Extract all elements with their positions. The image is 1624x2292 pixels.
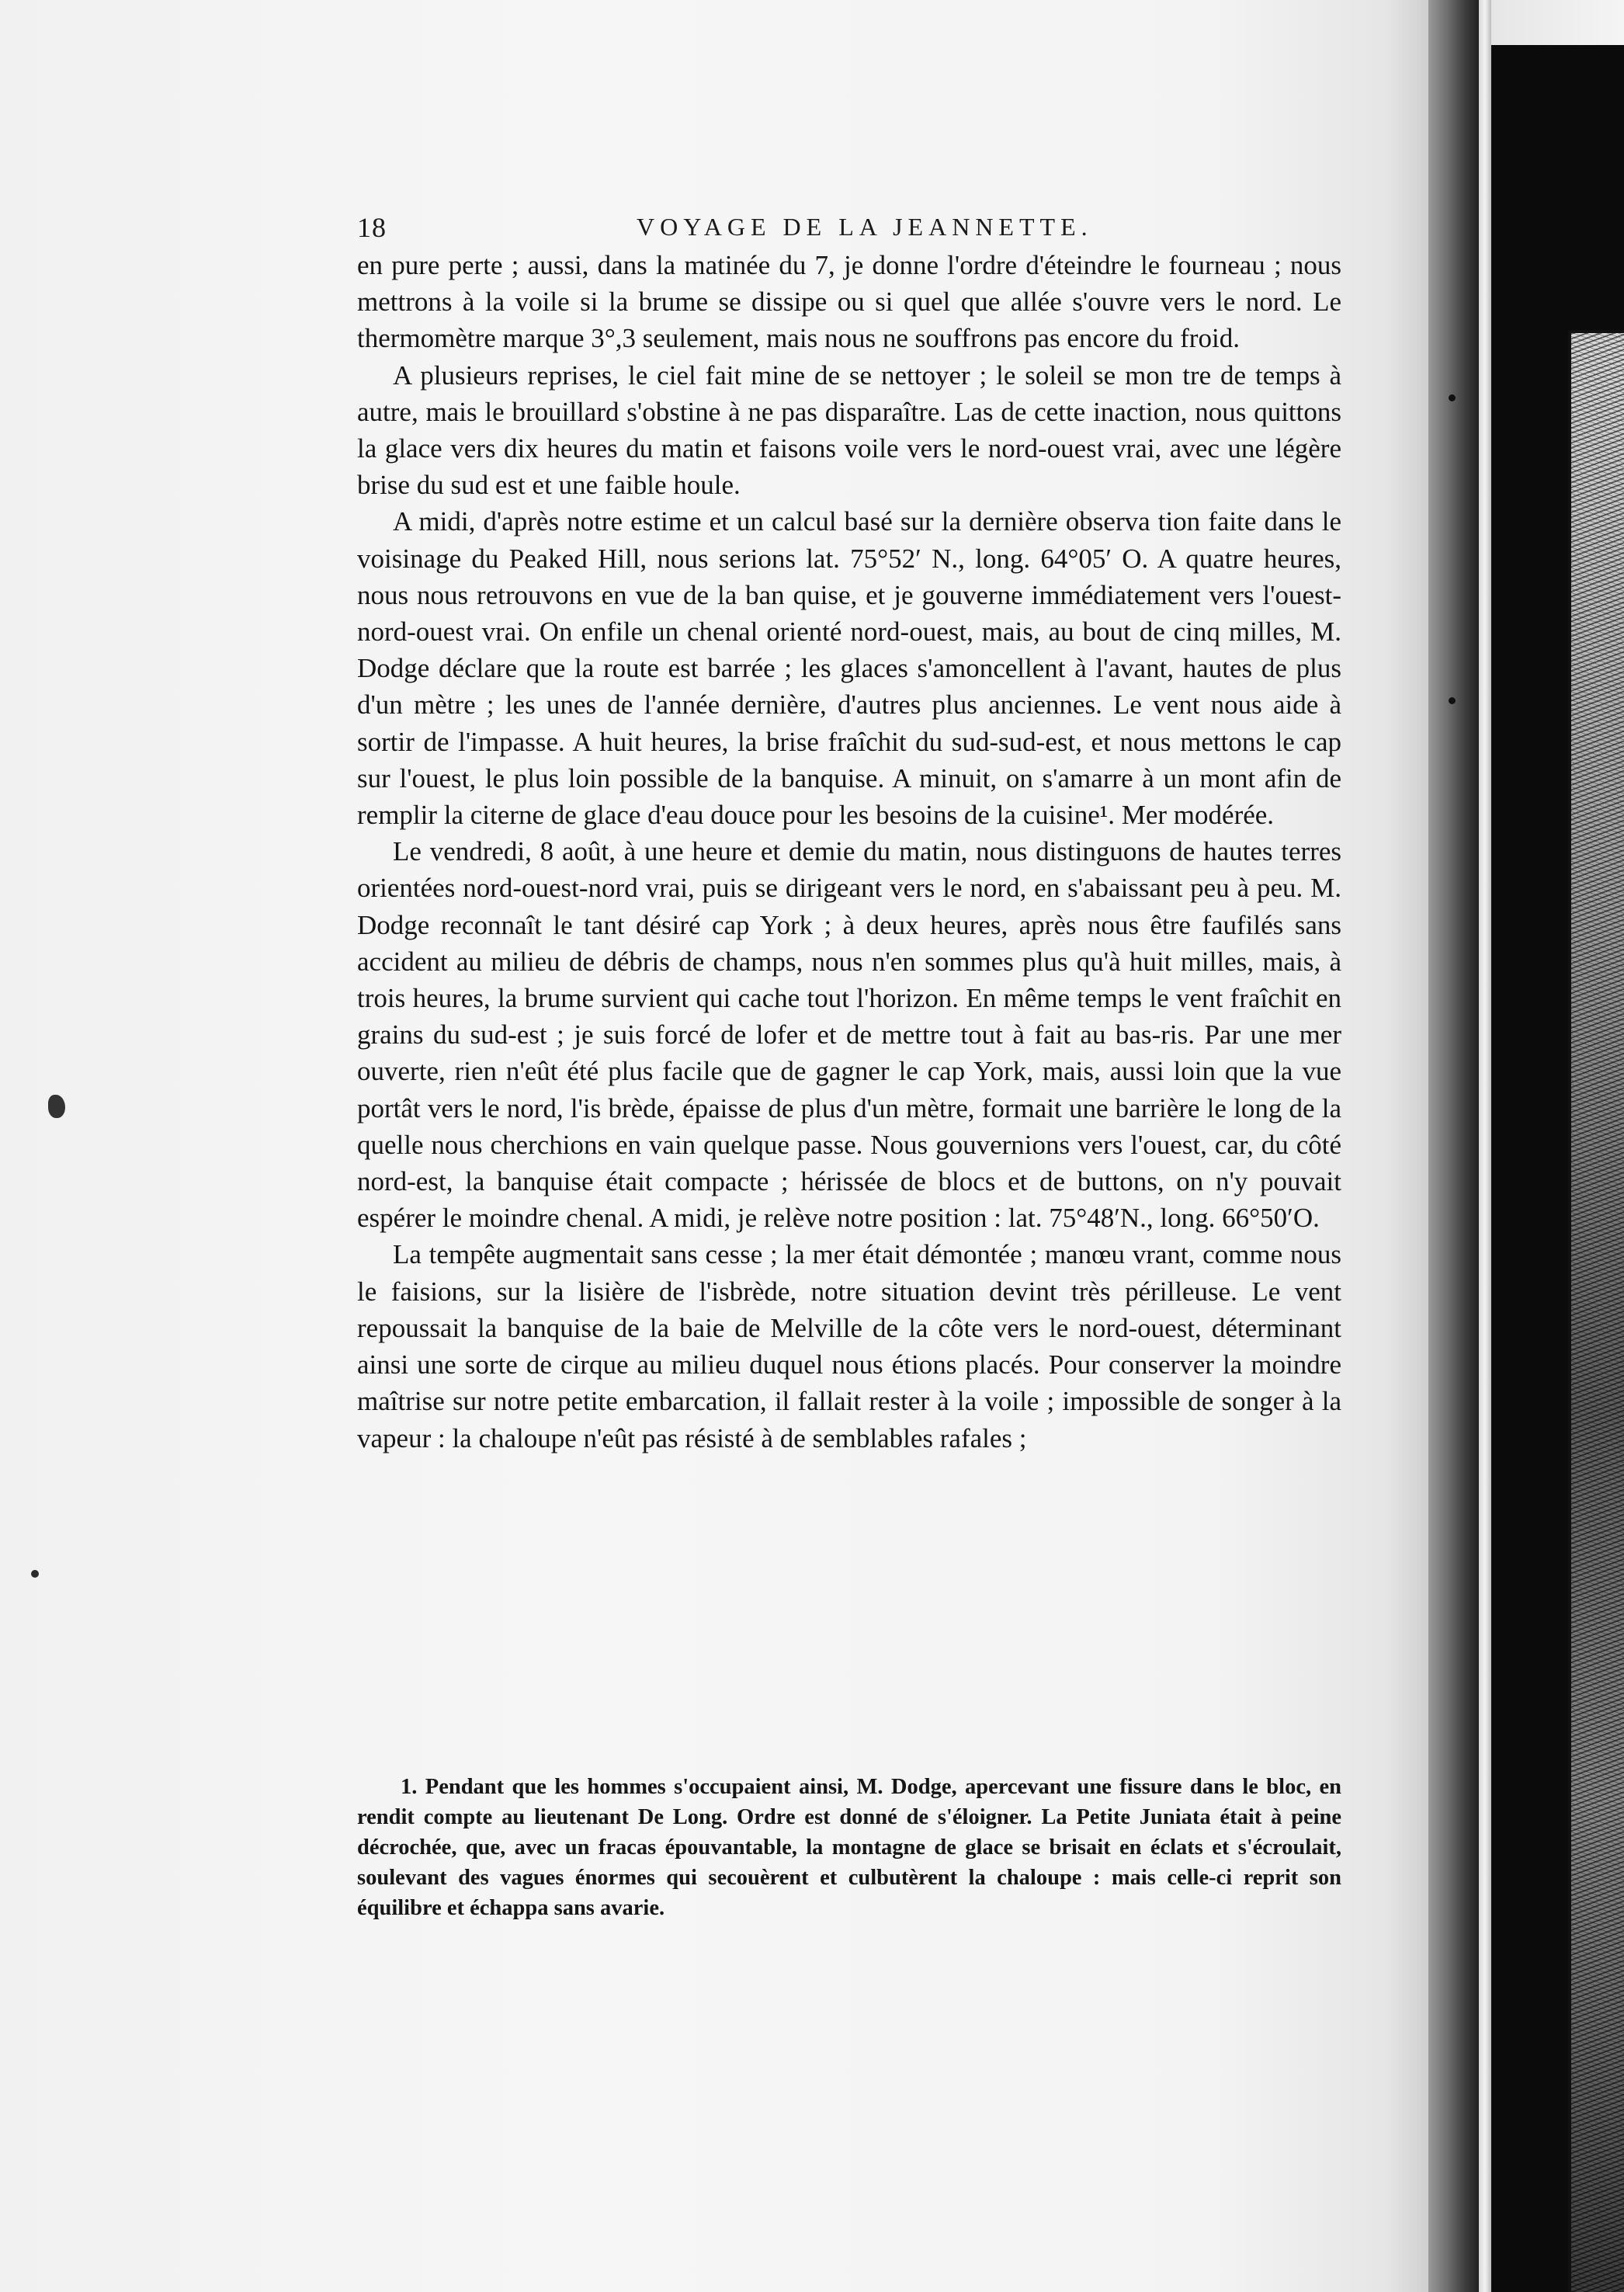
margin-blot — [48, 1095, 65, 1118]
text-line: et faisons voile vers le nord-ouest vrai, avec une légère brise du sud — [357, 433, 1341, 501]
text-line: hautes terres orientées nord-ouest-nord vrai, puis se dirigeant vers le nord, — [357, 836, 1342, 904]
paragraph-4 — [357, 833, 1341, 1236]
text-line: de glace d'eau douce pour les besoins de la cuisine¹. Mer modérée. — [550, 800, 1275, 831]
paragraph-3 — [357, 503, 1341, 833]
text-line: brède, épaisse de plus d'un mètre, formait une barrière le long de la — [608, 1092, 1342, 1123]
facing-page-top — [1491, 0, 1624, 45]
text-line: en pure perte ; aussi, dans la matinée du 7, je donne l'ordre d'éteindre — [357, 250, 1140, 280]
text-line: déclare que la route est barrée ; les glaces s'amoncellent à l'avant, hautes — [439, 653, 1261, 684]
page-gutter — [1428, 0, 1483, 2292]
text-line: A plusieurs reprises, le ciel fait mine de se nettoyer ; le soleil se mon — [393, 359, 1174, 391]
margin-blot — [1449, 394, 1456, 401]
margin-blot — [31, 1570, 39, 1578]
text-line: blocs et de buttons, on n'y pouvait espérer le moindre chenal. A midi, je — [357, 1166, 1341, 1234]
text-line: de la côte vers le nord-ouest, déterminant ainsi une sorte de cirque au — [357, 1312, 1341, 1380]
text-line: sur notre petite embarcation, il fallait rester à la voile ; impossible de — [452, 1386, 1222, 1417]
text-line: quise, et je gouverne immédiatement vers l'ouest-nord-ouest vrai. On — [357, 579, 1341, 648]
text-line: fait au bas-ris. Par une mer ouverte, rien n'eût été plus facile que de — [357, 1019, 1341, 1087]
page-number: 18 — [357, 212, 387, 243]
text-line: mais nous ne souffrons pas encore du froid. — [766, 323, 1240, 354]
text-line: l'ouest, car, du côté nord-est, la banquise était compacte ; hérissée de — [357, 1129, 1341, 1197]
text-line: la brume survient qui cache tout l'horizon. En même temps le vent — [498, 983, 1230, 1014]
text-line: tion faite dans le voisinage du Peaked Hill, nous serions lat. 75°52′ N., — [357, 506, 1341, 574]
paragraph-1 — [357, 247, 1341, 357]
text-line: que allée s'ouvre vers le nord. Le thermomètre marque 3°,3 seulement, — [357, 286, 1342, 354]
text-line: deux heures, après nous être faufilés sans accident au milieu de débris — [357, 909, 1341, 977]
footnote-text: Pendant que les hommes s'occupaient ainsi, M. Dodge, apercevant une fissure dans le bloc, en rendit compte au lieutenant De Long. Ordre est donné de s'éloigner. La Petite Juniata était à peine décrochée, que, avec un fracas épouvantable, la montagne de glace se brisait en éclats et s'écroulait, soulevant des vagues énormes qui secouèrent et culbutèrent la chaloupe : mais celle-ci reprit son équilibre et échappa sans avarie. — [357, 1775, 1342, 1920]
text-line: tre de temps à autre, mais le brouillard s'obstine à ne pas disparaître. — [357, 359, 1341, 427]
body-text — [357, 247, 1341, 1457]
text-line: est et une faible houle. — [494, 470, 741, 501]
text-line: gagner le cap York, mais, aussi loin que la vue portât vers le nord, l'is — [357, 1056, 1342, 1123]
paragraph-2 — [357, 357, 1341, 504]
text-line: Le vendredi, 8 août, à une heure et demie du matin, nous distinguons de — [393, 836, 1204, 867]
text-line: du sud-sud-est, et nous mettons le cap sur l'ouest, le plus loin possible — [357, 726, 1341, 794]
text-line: songer à la vapeur : la chaloupe n'eût pas résisté à de semblables rafales ; — [357, 1386, 1341, 1453]
footnote-marker: 1. — [401, 1775, 418, 1799]
margin-blot — [1449, 697, 1456, 704]
text-line: vrant, comme nous le faisions, sur la lisière de l'isbrède, notre situation — [357, 1239, 1341, 1307]
text-line: quelle nous cherchions en vain quelque passe. Nous gouvernions vers — [357, 1129, 1131, 1160]
page-edge — [1479, 0, 1491, 2292]
text-line: le fourneau ; nous mettrons à la voile si la brume se dissipe ou si quel — [357, 250, 1341, 318]
text-line: de la banquise. A minuit, on s'amarre à un mont afin de remplir la citerne — [357, 762, 1342, 831]
text-line: de plus d'un mètre ; les unes de l'année dernière, d'autres plus anciennes. — [357, 653, 1341, 721]
text-line: A midi, d'après notre estime et un calcul basé sur la dernière observa — [393, 506, 1150, 537]
running-title: VOYAGE DE LA JEANNETTE. — [637, 213, 1093, 241]
footnote — [357, 1772, 1341, 1923]
text-line: en s'abaissant peu à peu. M. Dodge reconnaît le tant désiré cap York ; à — [357, 873, 1341, 940]
text-line: milieu duquel nous étions placés. Pour conserver la moindre maîtrise — [357, 1349, 1341, 1417]
text-line: enfile un chenal orienté nord-ouest, mais, au bout de cinq milles, M. Dodge — [357, 616, 1341, 684]
text-line: devint très périlleuse. Le vent repoussait la banquise de la baie de Melville — [357, 1276, 1341, 1343]
text-line: relève notre position : lat. 75°48′N., long. 66°50′O. — [763, 1203, 1320, 1234]
text-line: long. 64°05′ O. A quatre heures, nous nous retrouvons en vue de la ban — [357, 543, 1341, 610]
paragraph-5 — [357, 1236, 1341, 1456]
text-line: Le vent nous aide à sortir de l'impasse. A huit heures, la brise fraîchit — [357, 689, 1342, 757]
text-line: fraîchit en grains du sud-est ; je suis forcé de lofer et de mettre tout à — [357, 983, 1341, 1050]
text-line: Las de cette inaction, nous quittons la glace vers dix heures du matin — [357, 396, 1342, 464]
facing-page-engraving — [1568, 330, 1624, 2292]
text-line: La tempête augmentait sans cesse ; la mer était démontée ; manœu — [393, 1239, 1125, 1270]
text-line: de champs, nous n'en sommes plus qu'à huit milles, mais, à trois heures, — [357, 946, 1341, 1014]
